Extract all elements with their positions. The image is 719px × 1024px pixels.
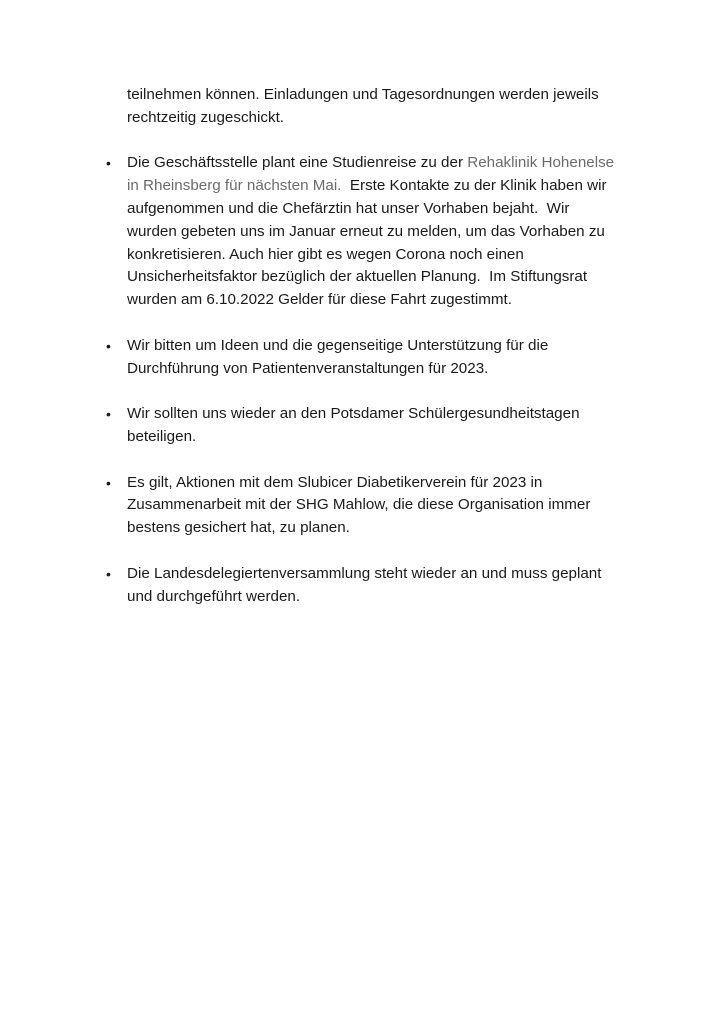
list-item-line: beteiligen. [127,427,197,445]
rheinsberg-link[interactable]: in Rheinsberg für nächsten Mai. [127,177,342,195]
list-item-line: Durchführung von Patientenveranstaltungen für 2023. [127,359,489,377]
bullet-icon: • [106,337,111,354]
list-item-text: Erste Kontakte zu der Klinik haben wir [341,177,607,195]
list-item-line: Zusammenarbeit mit der SHG Mahlow, die diese Organisation immer [127,496,591,514]
list-item-slubice [106,472,627,540]
list-item-text: Die Geschäftsstelle plant eine Studienreise zu der [127,154,468,172]
intro-line-1: teilnehmen können. Einladungen und Tagesordnungen werden jeweils [127,86,599,103]
list-item-study-trip [106,152,627,312]
list-item-line [127,152,627,175]
list-item-line: aufgenommen und die Chefärztin hat unser Vorhaben bejaht. Wir [127,199,570,217]
list-item-ideas [106,335,627,381]
bullet-icon: • [106,155,111,172]
document-body [106,84,627,631]
list-item-delegates [106,563,627,609]
bullet-icon: • [106,406,111,423]
intro-paragraph [127,84,627,130]
list-item-line: Unsicherheitsfaktor bezüglich der aktuellen Planung. Im Stiftungsrat [127,268,588,286]
list-item-line: Es gilt, Aktionen mit dem Slubicer Diabetikerverein für 2023 in [127,473,543,491]
list-item-line: Wir bitten um Ideen und die gegenseitige Unterstützung für die [127,336,549,354]
list-item-line: bestens gesichert hat, zu planen. [127,519,350,537]
list-item-line [127,175,627,198]
list-item-line: wurden gebeten uns im Januar erneut zu melden, um das Vorhaben zu [127,222,605,240]
list-item-line: und durchgeführt werden. [127,587,301,605]
intro-line-2: rechtzeitig zugeschickt. [127,108,285,126]
bullet-icon: • [106,565,111,582]
list-item-line: Die Landesdelegiertenversammlung steht wieder an und muss geplant [127,564,602,582]
list-item-line: wurden am 6.10.2022 Gelder für diese Fahrt zugestimmt. [127,291,512,309]
rehaklinik-link[interactable]: Rehaklinik Hohenelse [467,154,615,172]
list-item-health-days [106,403,627,449]
list-item-line: Wir sollten uns wieder an den Potsdamer Schülergesundheitstagen [127,405,580,423]
bullet-icon: • [106,474,111,491]
list-item-line: konkretisieren. Auch hier gibt es wegen Corona noch einen [127,245,524,263]
